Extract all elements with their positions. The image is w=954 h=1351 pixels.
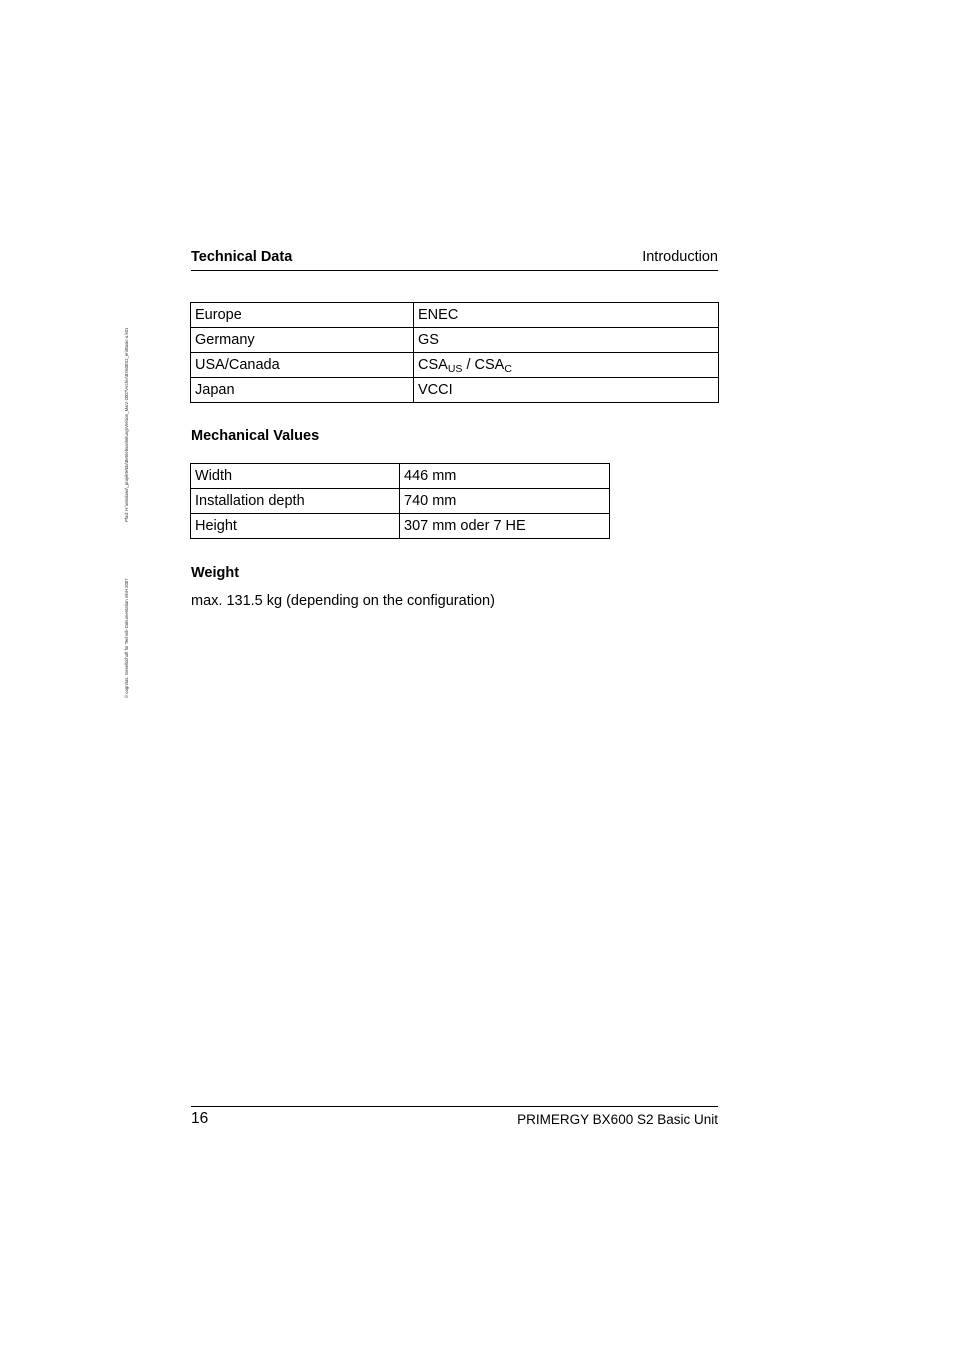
mark-b: CSA (474, 357, 505, 373)
mechanical-heading: Mechanical Values (191, 428, 320, 444)
region-cell: Germany (191, 328, 414, 353)
mark-a-subscript: US (447, 363, 463, 375)
region-cell: Japan (191, 378, 414, 403)
mark-separator: / (462, 357, 475, 373)
label-cell: Height (191, 514, 400, 539)
mark-cell: ENEC (414, 303, 719, 328)
weight-text: max. 131.5 kg (depending on the configuration) (191, 593, 495, 609)
page-header (191, 248, 718, 271)
value-cell: 446 mm (400, 464, 610, 489)
page-footer (191, 1106, 718, 1131)
value-cell: 740 mm (400, 489, 610, 514)
mark-a: CSA (418, 357, 448, 373)
product-name: PRIMERGY BX600 S2 Basic Unit (517, 1112, 718, 1127)
mark-cell: VCCI (414, 378, 719, 403)
mark-cell (414, 353, 719, 378)
table-row (191, 353, 719, 378)
label-cell: Installation depth (191, 489, 400, 514)
table-row (191, 464, 610, 489)
table-row (191, 303, 719, 328)
region-cell: Europe (191, 303, 414, 328)
table-row (191, 489, 610, 514)
label-cell: Width (191, 464, 400, 489)
certification-table (190, 302, 719, 403)
mark-b-subscript: C (504, 363, 512, 375)
table-row (191, 328, 719, 353)
mark-cell: GS (414, 328, 719, 353)
weight-heading: Weight (191, 565, 240, 581)
region-cell: USA/Canada (191, 353, 414, 378)
chapter-title: Introduction (642, 249, 718, 265)
table-row (191, 514, 610, 539)
file-path-note: Pfad: H:\windows\_projekte\Bx\Betriebsanleitung\Version_Marz-2007\Archiv\BX600S2_en\Basic-u.k01 (124, 327, 129, 522)
copyright-note: © cognitas. Gesellschaft für Technik-Dokumentation mbH 2007 (124, 578, 129, 698)
mechanical-table (190, 463, 610, 539)
section-title: Technical Data (191, 249, 293, 265)
value-cell: 307 mm oder 7 HE (400, 514, 610, 539)
table-row (191, 378, 719, 403)
page-number: 16 (191, 1110, 209, 1127)
